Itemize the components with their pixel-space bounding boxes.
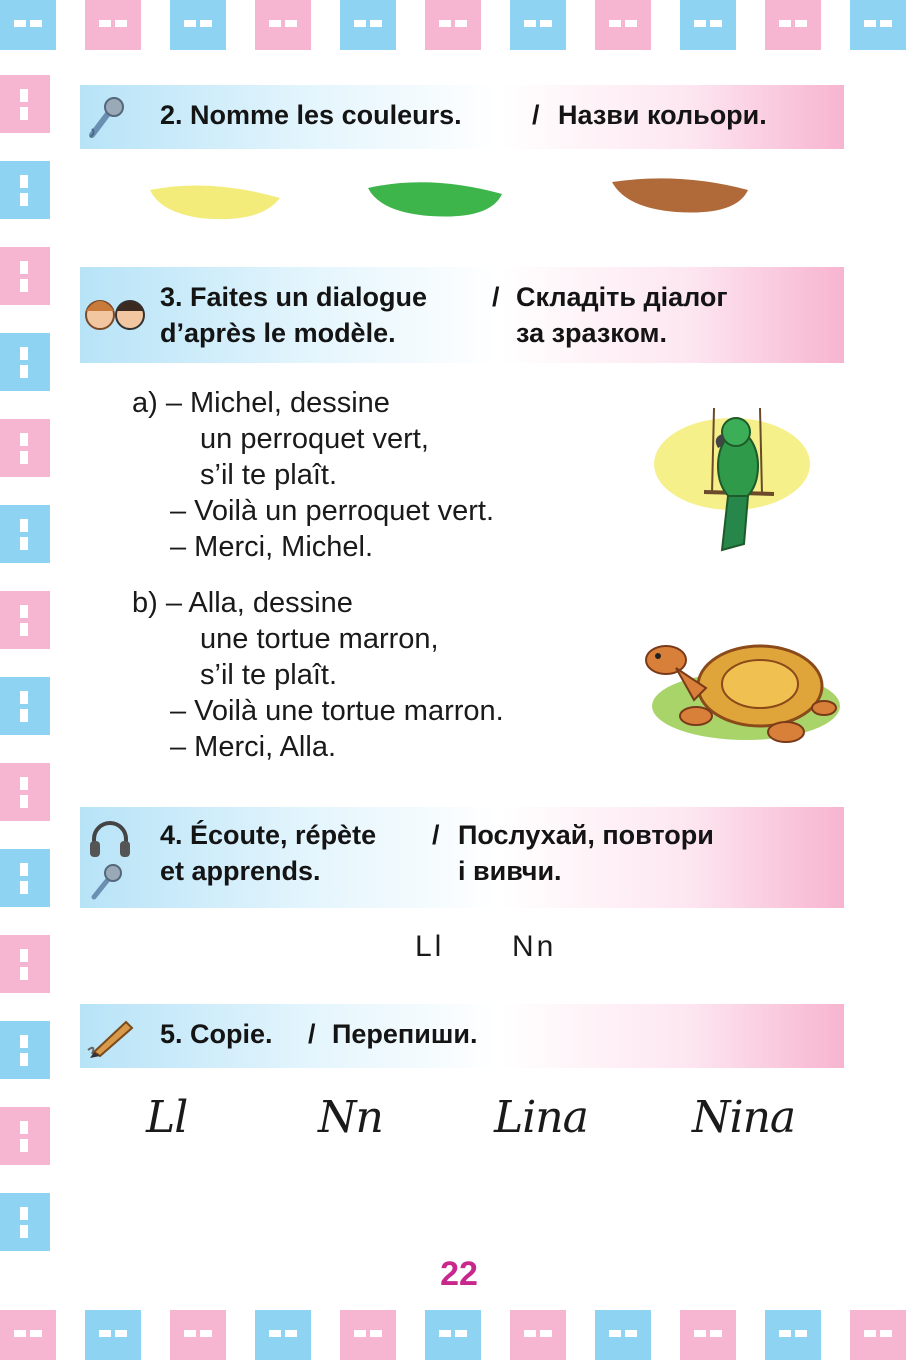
headphones-icon	[88, 819, 132, 859]
border-tile	[0, 1107, 50, 1165]
border-tile	[595, 1310, 651, 1360]
border-tile	[340, 0, 396, 50]
border-tile	[850, 0, 906, 50]
border-tile	[765, 1310, 821, 1360]
border-tile	[510, 1310, 566, 1360]
section-3-title-fr-line2: d’après le modèle.	[160, 318, 396, 348]
border-tile	[85, 0, 141, 50]
dialog-b-line: s’il te plaît.	[200, 659, 337, 691]
turtle-illustration	[636, 628, 840, 752]
microphone-icon	[88, 863, 124, 901]
dialog-a-line: – Merci, Michel.	[170, 531, 374, 563]
border-tile	[0, 75, 50, 133]
border-tile	[170, 0, 226, 50]
dialog-b-line: b) – Alla, dessine	[132, 587, 353, 619]
section-3-title-fr-line1: 3. Faites un dialogue	[160, 282, 428, 312]
dialog-a	[132, 385, 494, 565]
section-4-banner	[80, 807, 844, 908]
color-swatches	[140, 168, 760, 232]
border-tile	[850, 1310, 906, 1360]
border-tile	[255, 0, 311, 50]
border-tile	[0, 161, 50, 219]
dialog-b-line: – Merci, Alla.	[170, 731, 336, 763]
page-number: 22	[440, 1255, 478, 1293]
border-tile	[0, 0, 56, 50]
section-3-title-uk-line2: за зразком.	[516, 318, 668, 348]
cursive-nina: Nina	[692, 1092, 796, 1143]
border-tile	[0, 849, 50, 907]
border-tile	[0, 333, 50, 391]
border-tile	[0, 505, 50, 563]
cursive-lina: Lina	[494, 1092, 588, 1143]
dialog-b-line: – Voilà une tortue marron.	[170, 695, 504, 727]
cursive-ll: Ll	[146, 1092, 188, 1143]
section-2-title-fr: 2. Nomme les couleurs.	[160, 100, 462, 130]
border-tile	[0, 1021, 50, 1079]
section-5-separator: /	[308, 1019, 316, 1049]
parrot-illustration	[652, 404, 818, 552]
border-tile	[680, 0, 736, 50]
border-tile	[765, 0, 821, 50]
letters-nn: Nn	[512, 930, 557, 963]
section-4-title-fr-line2: et apprends.	[160, 856, 321, 886]
dialog-b	[132, 585, 504, 765]
dialog-b-line: une tortue marron,	[200, 623, 439, 655]
dialog-a-line: s’il te plaît.	[200, 459, 337, 491]
section-2-banner	[80, 85, 844, 149]
section-4-title-uk-line1: Послухай, повтори	[458, 820, 714, 850]
section-2-separator: /	[532, 100, 540, 130]
border-tile	[0, 1193, 50, 1251]
border-tile	[170, 1310, 226, 1360]
dialog-a-line: un perroquet vert,	[200, 423, 429, 455]
border-tile	[510, 0, 566, 50]
border-tile	[0, 763, 50, 821]
border-tile	[0, 419, 50, 477]
border-tile	[255, 1310, 311, 1360]
children-talking-icon	[80, 289, 152, 339]
cursive-nn: Nn	[318, 1092, 383, 1143]
green-paint-stroke	[368, 182, 502, 216]
microphone-icon	[86, 95, 126, 139]
section-3-separator: /	[492, 282, 500, 312]
letters-ll: Ll	[415, 930, 445, 963]
section-5-title-uk: Перепиши.	[332, 1019, 478, 1049]
border-tile	[0, 935, 50, 993]
border-tile	[340, 1310, 396, 1360]
section-4-title-fr-line1: 4. Écoute, répète	[160, 820, 377, 850]
dialog-a-line: – Voilà un perroquet vert.	[170, 495, 495, 527]
border-tile	[85, 1310, 141, 1360]
border-tile	[0, 247, 50, 305]
yellow-paint-stroke	[150, 186, 280, 220]
border-tile	[425, 1310, 481, 1360]
dialog-a-line: a) – Michel, dessine	[132, 387, 390, 419]
border-tile	[680, 1310, 736, 1360]
section-4-title-uk-line2: і вивчи.	[458, 856, 562, 886]
section-4-separator: /	[432, 820, 440, 850]
border-tile	[0, 677, 50, 735]
pen-icon	[86, 1014, 138, 1058]
section-3-banner	[80, 267, 844, 363]
border-tile	[595, 0, 651, 50]
border-tile	[425, 0, 481, 50]
section-5-title-fr: 5. Copie.	[160, 1019, 273, 1049]
section-3-title-uk-line1: Складіть діалог	[516, 282, 728, 312]
border-tile	[0, 1310, 56, 1360]
section-2-title-uk: Назви кольори.	[558, 100, 767, 130]
border-tile	[0, 591, 50, 649]
section-5-banner	[80, 1004, 844, 1068]
brown-paint-stroke	[612, 178, 748, 212]
